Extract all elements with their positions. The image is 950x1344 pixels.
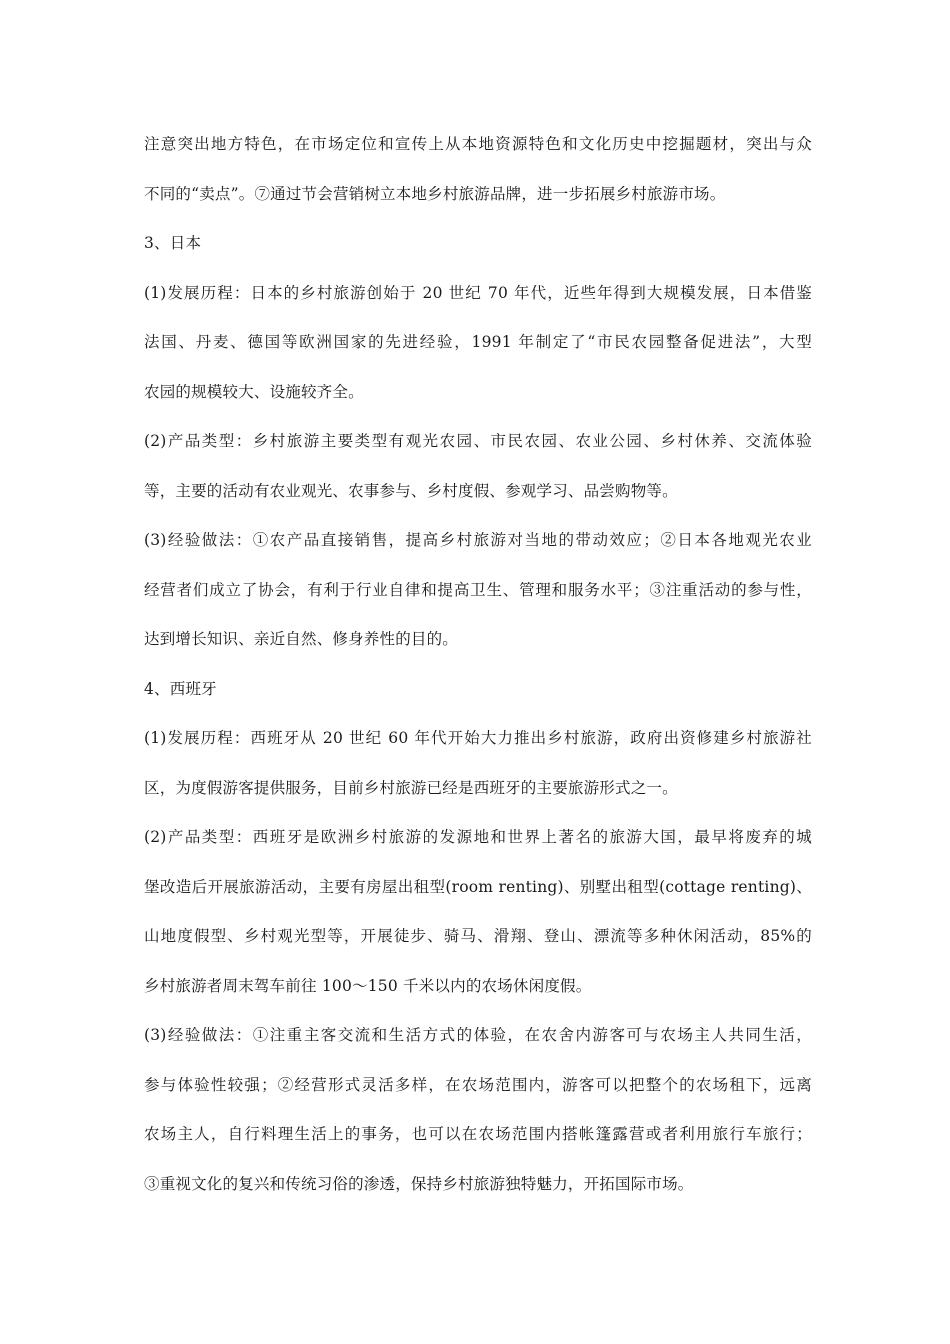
- text-line: 注意突出地方特色，在市场定位和宣传上从本地资源特色和文化历史中挖掘题材，突出与众: [144, 135, 812, 153]
- text-line: ③重视文化的复兴和传统习俗的渗透，保持乡村旅游独特魅力，开拓国际市场。: [144, 1174, 694, 1193]
- section-heading-spain: 4、西班牙: [144, 679, 217, 698]
- section-heading-japan: 3、日本: [144, 234, 202, 252]
- text-line: 农园的规模较大、设施较齐全。: [144, 382, 364, 401]
- text-line: 经营者们成立了协会，有利于行业自律和提高卫生、管理和服务水平；③注重活动的参与性，: [144, 580, 812, 599]
- text-line: (2)产品类型：乡村旅游主要类型有观光农园、市民农园、农业公园、乡村休养、交流体验: [144, 432, 812, 450]
- text-line: 达到增长知识、亲近自然、修身养性的目的。: [144, 630, 459, 648]
- text-line: 法国、丹麦、德国等欧洲国家的先进经验，1991 年制定了“市民农园整备促进法”，大型: [144, 333, 812, 351]
- text-line: 区，为度假游客提供服务，目前乡村旅游已经是西班牙的主要旅游形式之一。: [144, 778, 678, 797]
- text-line: 参与体验性较强；②经营形式灵活多样，在农场范围内，游客可以把整个的农场租下，远离: [144, 1075, 812, 1094]
- text-line: (3)经验做法：①注重主客交流和生活方式的体验，在农舍内游客可与农场主人共同生活，: [144, 1026, 812, 1044]
- text-line: 不同的“卖点”。⑦通过节会营销树立本地乡村旅游品牌，进一步拓展乡村旅游市场。: [144, 184, 726, 203]
- text-line: 山地度假型、乡村观光型等，开展徒步、骑马、滑翔、登山、漂流等多种休闲活动，85%的: [144, 927, 812, 945]
- text-line: 乡村旅游者周末驾车前往 100～150 千米以内的农场休闲度假。: [144, 976, 592, 995]
- text-line: 农场主人，自行料理生活上的事务，也可以在农场范围内搭帐篷露营或者利用旅行车旅行；: [144, 1125, 812, 1143]
- text-line: (3)经验做法：①农产品直接销售，提高乡村旅游对当地的带动效应；②日本各地观光农业: [144, 531, 812, 549]
- text-line: (1)发展历程：日本的乡村旅游创始于 20 世纪 70 年代，近些年得到大规模发展，日本借鉴: [144, 283, 812, 302]
- text-line: (2)产品类型：西班牙是欧洲乡村旅游的发源地和世界上著名的旅游大国，最早将废弃的城: [144, 828, 812, 846]
- document-page: [144, 120, 812, 1209]
- text-line: 等，主要的活动有农业观光、农事参与、乡村度假、参观学习、品尝购物等。: [144, 481, 678, 500]
- text-line: (1)发展历程：西班牙从 20 世纪 60 年代开始大力推出乡村旅游，政府出资修建乡村旅游社: [144, 729, 812, 747]
- text-line: 堡改造后开展旅游活动，主要有房屋出租型(room renting)、别墅出租型(cottage renting)、: [144, 877, 812, 896]
